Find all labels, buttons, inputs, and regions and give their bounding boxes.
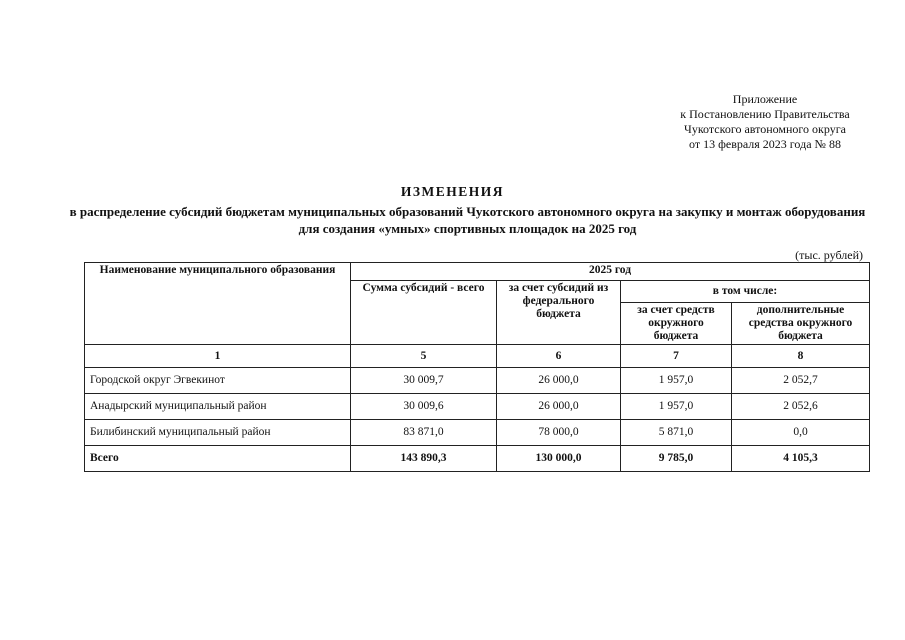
total-district: 9 785,0	[621, 446, 732, 472]
row-additional: 2 052,7	[732, 368, 870, 394]
total-sum: 143 890,3	[351, 446, 497, 472]
table-row	[85, 394, 870, 420]
row-additional: 0,0	[732, 420, 870, 446]
appendix-line: Приложение	[732, 92, 798, 106]
appendix-line: от 13 февраля 2023 года № 88	[689, 137, 841, 151]
row-additional: 2 052,6	[732, 394, 870, 420]
total-label: Всего	[85, 446, 351, 472]
header-year: 2025 год	[351, 263, 870, 281]
row-federal: 78 000,0	[497, 420, 621, 446]
total-federal: 130 000,0	[497, 446, 621, 472]
units-note: (тыс. рублей)	[795, 248, 863, 262]
row-federal: 26 000,0	[497, 368, 621, 394]
total-additional: 4 105,3	[732, 446, 870, 472]
row-municipality-name: Анадырский муниципальный район	[85, 394, 351, 420]
row-municipality-name: Городской округ Эгвекинот	[85, 368, 351, 394]
table-row	[85, 420, 870, 446]
header-total: Сумма субсидий - всего	[351, 281, 497, 345]
document-title: ИЗМЕНЕНИЯ	[400, 184, 505, 199]
row-total: 30 009,6	[351, 394, 497, 420]
appendix-block	[640, 92, 890, 152]
column-number: 7	[621, 345, 732, 368]
row-district: 1 957,0	[621, 394, 732, 420]
row-federal: 26 000,0	[497, 394, 621, 420]
header-municipality: Наименование муниципального образования	[85, 263, 351, 345]
header-additional-funds: дополнительные средства окружного бюджета	[732, 303, 870, 345]
row-district: 1 957,0	[621, 368, 732, 394]
document-subtitle: в распределение субсидий бюджетам муниципальных образований Чукотского автономного округа на закупку и монтаж оборудования для создания «умных» спортивных площадок на 2025 год	[69, 204, 866, 236]
row-total: 30 009,7	[351, 368, 497, 394]
header-federal: за счет субсидий из федерального бюджета	[497, 281, 621, 345]
column-number: 1	[85, 345, 351, 368]
appendix-line: к Постановлению Правительства	[680, 107, 850, 121]
table-row	[85, 368, 870, 394]
column-number: 5	[351, 345, 497, 368]
row-district: 5 871,0	[621, 420, 732, 446]
row-municipality-name: Билибинский муниципальный район	[85, 420, 351, 446]
header-district-budget: за счет средств окружного бюджета	[621, 303, 732, 345]
total-row	[85, 446, 870, 472]
appendix-line: Чукотского автономного округа	[684, 122, 846, 136]
header-including: в том числе:	[621, 281, 870, 303]
row-total: 83 871,0	[351, 420, 497, 446]
subsidy-table	[84, 262, 870, 472]
column-number: 8	[732, 345, 870, 368]
column-number: 6	[497, 345, 621, 368]
